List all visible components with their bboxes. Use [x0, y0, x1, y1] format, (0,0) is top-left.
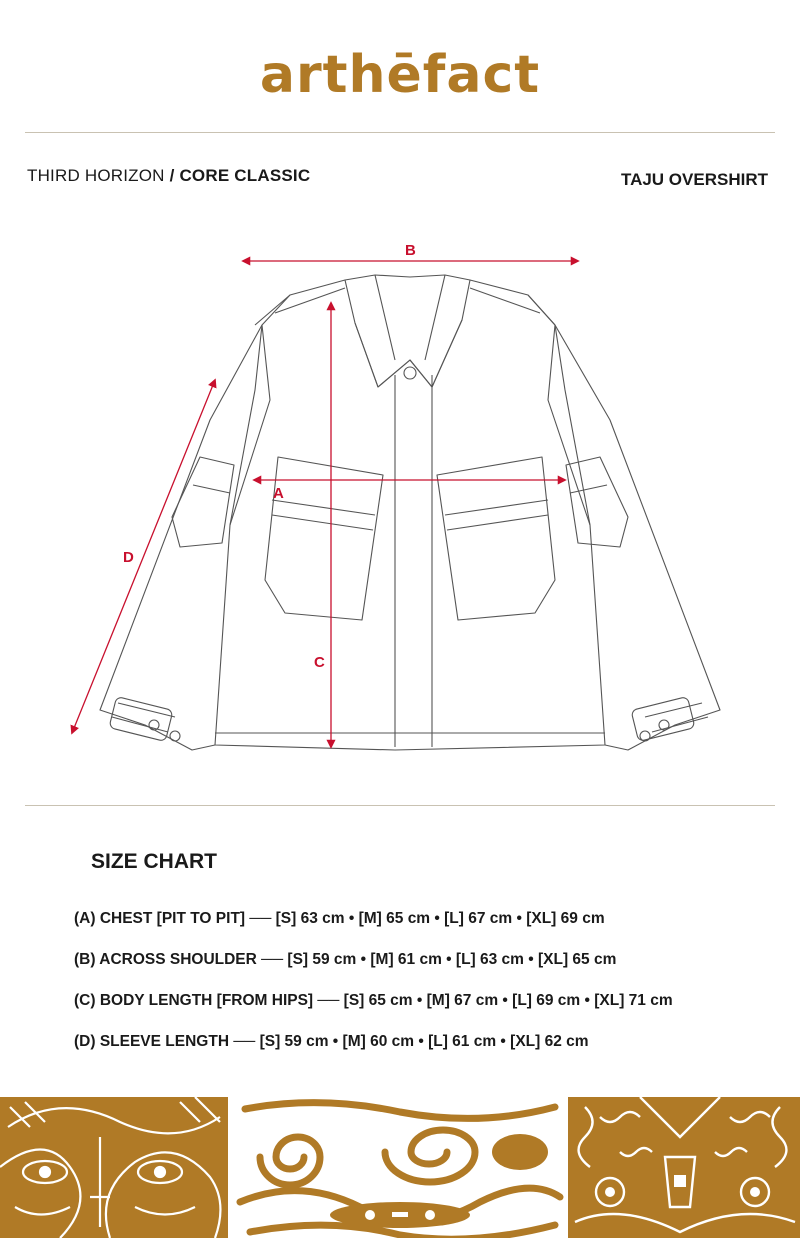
section-divider	[25, 805, 775, 806]
header-divider	[25, 132, 775, 133]
garment-diagram	[0, 225, 800, 795]
pattern-panel-faces	[0, 1097, 228, 1238]
size-chart-title: SIZE CHART	[91, 850, 217, 873]
size-chart-list	[74, 908, 789, 1072]
size-row-sleeve-length: (D) SLEEVE LENGTH ── [S] 59 cm • [M] 60 cm • [L] 61 cm • [XL] 62 cm	[74, 1033, 589, 1050]
size-row-chest: (A) CHEST [PIT TO PIT] ── [S] 63 cm • [M] 65 cm • [L] 67 cm • [XL] 69 cm	[74, 910, 605, 927]
arrow-d-sleeve-length	[72, 380, 215, 733]
label-d: D	[123, 549, 134, 566]
size-row-shoulder: (B) ACROSS SHOULDER ── [S] 59 cm • [M] 61 cm • [L] 63 cm • [XL] 65 cm	[74, 951, 617, 968]
label-b: B	[405, 242, 416, 259]
product-name: TAJU OVERSHIRT	[620, 170, 768, 189]
jacket-flat-sketch	[100, 275, 720, 750]
collection-name: THIRD HORIZON	[27, 166, 165, 185]
collection-line	[27, 166, 310, 186]
pattern-panel-swirls	[233, 1097, 563, 1238]
brand-logo-text: arthēfact	[259, 45, 541, 105]
brand-logo	[0, 40, 800, 110]
measurement-arrows	[72, 261, 578, 747]
product-line: CORE CLASSIC	[179, 166, 311, 185]
label-a: A	[273, 485, 284, 502]
size-row-body-length: (C) BODY LENGTH [FROM HIPS] ── [S] 65 cm • [M] 67 cm • [L] 69 cm • [XL] 71 cm	[74, 992, 673, 1009]
decorative-pattern-band	[0, 1097, 800, 1238]
label-c: C	[314, 654, 325, 671]
collection-separator: /	[164, 166, 180, 185]
pattern-panel-ornament	[568, 1097, 800, 1238]
